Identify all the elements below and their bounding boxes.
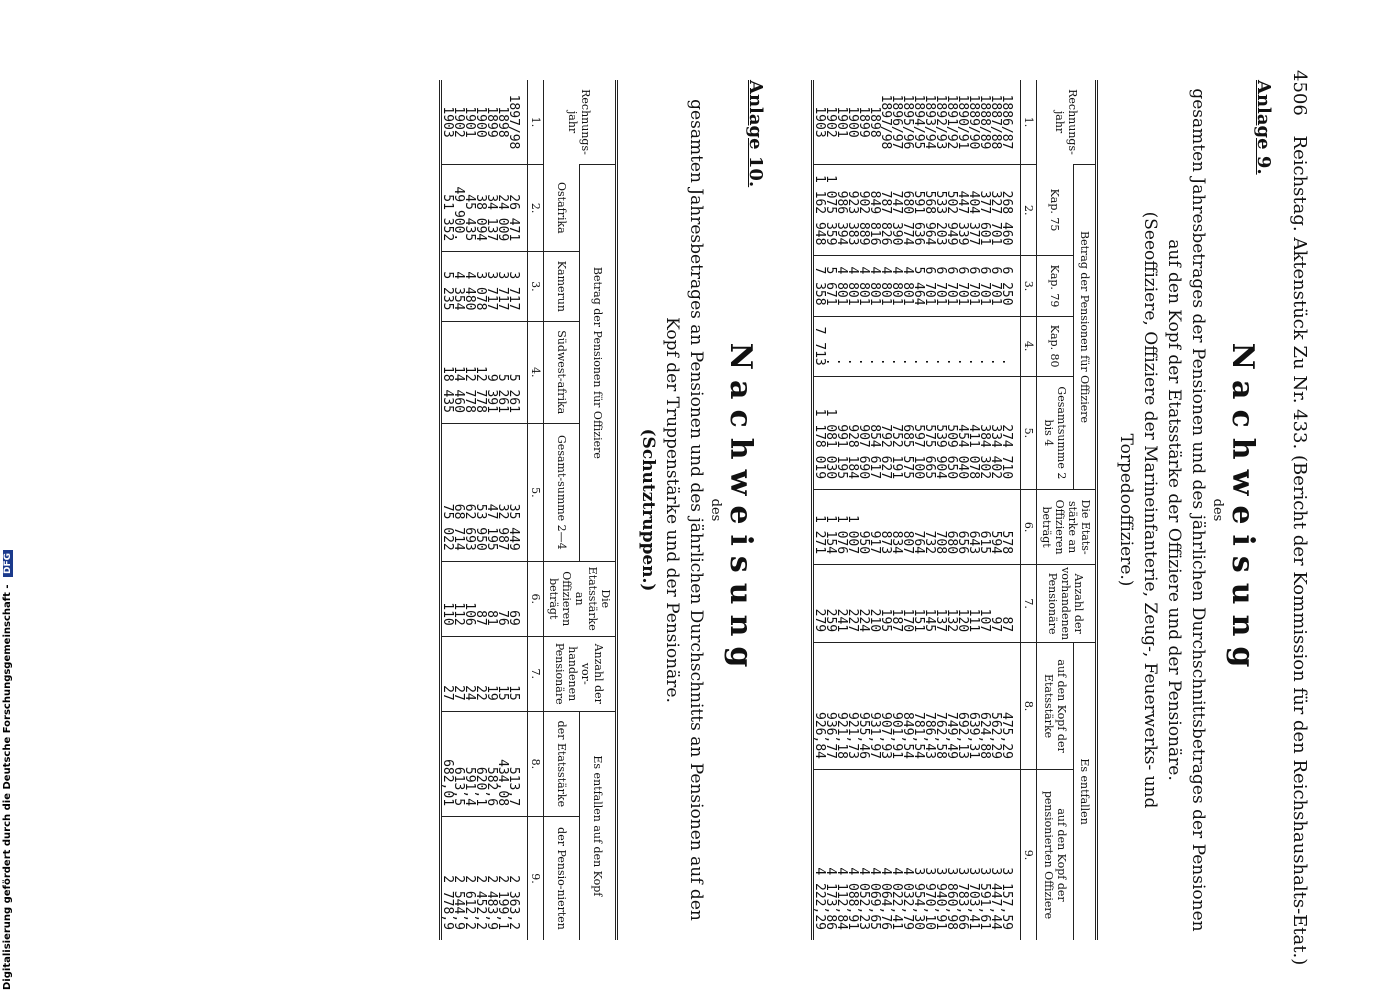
- value-cell: 4 112,84: [836, 770, 847, 941]
- value-cell: 24 009: [497, 165, 508, 252]
- year-cell: 1901: [834, 106, 849, 138]
- value-cell: 752 191: [891, 376, 902, 489]
- value-cell: 568 964: [924, 165, 935, 256]
- column-numbers-row: [1021, 80, 1037, 940]
- value-cell: 411 078: [968, 376, 979, 489]
- value-cell: 12 778: [464, 321, 475, 423]
- value-cell: 936,77: [825, 643, 836, 770]
- value-cell: 6 701: [957, 256, 968, 316]
- year-cell: 1899: [856, 106, 871, 138]
- value-cell: 18 435: [441, 321, 454, 423]
- column-number: 6.: [528, 561, 544, 636]
- value-cell: 4 222,29: [813, 770, 826, 941]
- value-cell: .: [924, 316, 935, 376]
- value-cell: 1 271: [813, 490, 826, 565]
- value-cell: 87: [1001, 565, 1021, 643]
- value-cell: 907 690: [858, 376, 869, 489]
- year-cell: 1896/97: [889, 94, 904, 150]
- column-number: 4.: [528, 321, 544, 423]
- value-cell: 6 250: [1001, 256, 1021, 316]
- value-cell: 3 717: [486, 252, 497, 321]
- year-cell: 1901: [462, 106, 477, 138]
- value-cell: 3 078: [475, 252, 486, 321]
- value-cell: .: [891, 316, 902, 376]
- value-cell: 591 636: [913, 165, 924, 256]
- value-cell: .: [968, 316, 979, 376]
- value-cell: 749,49: [946, 643, 957, 770]
- value-cell: 807: [902, 490, 913, 565]
- value-cell: .: [957, 316, 968, 376]
- year-cell: 1888/89: [977, 94, 992, 150]
- col-gesamt: Gesamtsumme 2 bis 4: [1037, 376, 1074, 489]
- value-cell: 921,18: [836, 643, 847, 770]
- value-cell: 51 352: [441, 165, 454, 252]
- anlage-9-table: [811, 80, 1098, 940]
- value-cell: 170: [902, 565, 913, 643]
- value-cell: 14 460: [453, 321, 464, 423]
- col-kap79: Kap. 79: [1037, 256, 1074, 316]
- column-number: 8.: [528, 711, 544, 816]
- value-cell: .: [990, 316, 1001, 376]
- value-cell: 210: [869, 565, 880, 643]
- value-cell: 27: [441, 636, 454, 711]
- value-cell: 615: [979, 490, 990, 565]
- column-number: 6.: [1021, 490, 1037, 565]
- value-cell: 1 154: [825, 490, 836, 565]
- value-cell: 2 363,2: [508, 817, 528, 940]
- value-cell: 454 040: [957, 376, 968, 489]
- year-cell: 1895/96: [900, 94, 915, 150]
- value-cell: 3 717: [508, 252, 528, 321]
- value-cell: 643: [968, 490, 979, 565]
- anlage-10-title: Nachweisung: [723, 342, 758, 678]
- value-cell: .: [880, 316, 891, 376]
- value-cell: 4 801: [847, 256, 858, 316]
- year-cell: 1887/88: [988, 94, 1003, 150]
- year-cell: 1902: [823, 106, 838, 138]
- value-cell: 781,54: [913, 643, 924, 770]
- value-cell: 786,43: [924, 643, 935, 770]
- col-kap80: Kap. 80: [1037, 316, 1074, 376]
- value-cell: 834: [891, 490, 902, 565]
- value-cell: 680: [946, 490, 957, 565]
- year-cell: 1903: [812, 106, 827, 138]
- value-cell: 533 203: [935, 165, 946, 256]
- anlage-9-label: Anlage 9.: [1253, 80, 1274, 175]
- value-cell: 81: [486, 561, 497, 636]
- value-cell: 3 591,61: [979, 770, 990, 941]
- value-cell: 747 390: [891, 165, 902, 256]
- value-cell: 4 022,41: [891, 770, 902, 941]
- value-cell: 69: [508, 561, 528, 636]
- value-cell: 151: [913, 565, 924, 643]
- col-jahr: Rechnungs-jahr: [1037, 80, 1097, 165]
- value-cell: 241: [836, 565, 847, 643]
- value-cell: 6 701: [968, 256, 979, 316]
- value-cell: 682,01: [441, 711, 454, 816]
- value-cell: 38 094: [475, 165, 486, 252]
- value-cell: 991 195: [836, 376, 847, 489]
- value-cell: 692,13: [957, 643, 968, 770]
- value-cell: 4 088,91: [847, 770, 858, 941]
- value-cell: 2 199,1: [497, 817, 508, 940]
- value-cell: 45 435: [464, 165, 475, 252]
- value-cell: 195: [880, 565, 891, 643]
- value-cell: 613,5: [453, 711, 464, 816]
- dfg-logo: DFG: [3, 550, 13, 577]
- value-cell: 76: [497, 561, 508, 636]
- value-cell: 582,6: [486, 711, 497, 816]
- value-cell: 434,08: [497, 711, 508, 816]
- col-kopf-pens: der Pensio-nierten: [544, 817, 580, 940]
- value-cell: 854 617: [869, 376, 880, 489]
- value-cell: 62 693: [464, 423, 475, 561]
- anlage-9-subtitle-4: Torpedooffiziere.): [1116, 433, 1136, 587]
- col-kap75: Kap. 75: [1048, 188, 1062, 232]
- year-cell: 1899: [484, 106, 499, 138]
- value-cell: 680 774: [902, 165, 913, 256]
- value-cell: 49 900.: [453, 165, 464, 252]
- value-cell: 3 717: [497, 252, 508, 321]
- year-cell: 1893/94: [922, 94, 937, 150]
- column-number: 2.: [528, 165, 544, 252]
- value-cell: 120: [957, 565, 968, 643]
- year-cell: 1890/91: [955, 94, 970, 150]
- value-cell: 4 801: [869, 256, 880, 316]
- column-number: 7.: [1021, 565, 1037, 643]
- col-kopf-etat: der Etatsstärke: [544, 711, 580, 816]
- value-cell: 34 137: [486, 165, 497, 252]
- running-title: Reichstag. Aktenstück Zu Nr. 433. (Bericht der Kommission für den Reichshaushalts-Etat.): [1289, 135, 1310, 966]
- value-cell: 926,84: [813, 643, 826, 770]
- anlage-10-subtitle-3: (Schutztruppen.): [638, 428, 658, 592]
- anlage-9-des: des: [1210, 498, 1225, 522]
- value-cell: .: [847, 316, 858, 376]
- value-cell: 1 075 359: [825, 165, 836, 256]
- col-kopf-pens: auf den Kopf der pensionierten Offiziere: [1037, 770, 1074, 941]
- value-cell: 3 970,10: [924, 770, 935, 941]
- value-cell: 928 184: [847, 376, 858, 489]
- value-cell: 4 069,65: [869, 770, 880, 941]
- value-cell: 279: [813, 565, 826, 643]
- year-cell: 1894/95: [911, 94, 926, 150]
- value-cell: 6 701: [924, 256, 935, 316]
- col-suedwest: Südwest-afrika: [544, 321, 580, 423]
- col-anzahl: Anzahl der vorhandenen Pensionäre: [1037, 565, 1097, 643]
- value-cell: 849,54: [902, 643, 913, 770]
- value-cell: 53 950: [475, 423, 486, 561]
- year-cell: 1900: [845, 106, 860, 138]
- value-cell: 597 100: [913, 376, 924, 489]
- value-cell: 3 703,41: [968, 770, 979, 941]
- value-cell: 87: [475, 561, 486, 636]
- value-cell: 111: [968, 565, 979, 643]
- year-cell: 1900: [473, 106, 488, 138]
- value-cell: 907,93: [880, 643, 891, 770]
- value-cell: 1 081 030: [825, 376, 836, 489]
- value-cell: 107: [979, 565, 990, 643]
- value-cell: 19: [486, 636, 497, 711]
- value-cell: 3 157,59: [1001, 770, 1021, 941]
- column-number: 8.: [1021, 643, 1037, 770]
- value-cell: 447 339: [957, 165, 968, 256]
- value-cell: 187: [891, 565, 902, 643]
- table-row: [441, 80, 454, 940]
- value-cell: 4 173,86: [825, 770, 836, 941]
- value-cell: .: [902, 316, 913, 376]
- anlage-10-label: Anlage 10.: [745, 80, 766, 188]
- anlage-9-subtitle-3: (Seeoffiziere, Offiziere der Marineinfanterie, Zeug-, Feuerwerks- und: [1140, 211, 1160, 809]
- table-row: [508, 80, 528, 940]
- value-cell: 6 701: [990, 256, 1001, 316]
- col-group-betrag: Betrag der Pensionen für Offiziere: [579, 165, 616, 562]
- anlage-10-table: [439, 80, 618, 940]
- col-kopf-etat: auf den Kopf der Etatsstärke: [1037, 643, 1074, 770]
- value-cell: 32 987: [497, 423, 508, 561]
- year-cell: 1898: [495, 106, 510, 138]
- value-cell: 224: [858, 565, 869, 643]
- value-cell: 9 391: [486, 321, 497, 423]
- column-number: 9.: [528, 817, 544, 940]
- value-cell: 334 402: [990, 376, 1001, 489]
- value-cell: 475,29: [1001, 643, 1021, 770]
- column-number: 3.: [1021, 256, 1037, 316]
- year-cell: 1903: [440, 106, 455, 138]
- value-cell: 4 480: [464, 252, 475, 321]
- anlage-9-subtitle-2: auf den Kopf der Etatsstärke der Offiziere und der Pensionäre.: [1164, 239, 1184, 781]
- value-cell: 5 261: [508, 321, 528, 423]
- page-number: 4506: [1289, 70, 1310, 116]
- year-cell: 1902: [451, 106, 466, 138]
- value-cell: 901,91: [891, 643, 902, 770]
- value-cell: 7 713: [813, 316, 826, 376]
- column-number: 9.: [1021, 770, 1037, 941]
- col-group-betrag: Betrag der Pensionen für Offiziere: [1073, 165, 1096, 490]
- value-cell: 3 860,98: [946, 770, 957, 941]
- value-cell: .: [979, 316, 990, 376]
- value-cell: 708: [935, 490, 946, 565]
- value-cell: 2 483,9: [486, 817, 497, 940]
- value-cell: 3 447,44: [990, 770, 1001, 941]
- value-cell: 513,7: [508, 711, 528, 816]
- value-cell: 4 064,76: [880, 770, 891, 941]
- value-cell: 6 701: [935, 256, 946, 316]
- value-cell: 5 671: [825, 256, 836, 316]
- value-cell: 47 195: [486, 423, 497, 561]
- value-cell: 921,73: [847, 643, 858, 770]
- column-number: 7.: [528, 636, 544, 711]
- table-row: [813, 80, 826, 940]
- value-cell: 110: [441, 561, 454, 636]
- value-cell: 132: [946, 565, 957, 643]
- value-cell: .: [858, 316, 869, 376]
- value-cell: 2 778,9: [441, 817, 454, 940]
- value-cell: 24: [464, 636, 475, 711]
- value-cell: 137: [935, 565, 946, 643]
- value-cell: 1 178 019: [813, 376, 826, 489]
- value-cell: 384 302: [979, 376, 990, 489]
- value-cell: 685 575: [902, 376, 913, 489]
- value-cell: 259: [825, 565, 836, 643]
- value-cell: .: [935, 316, 946, 376]
- anlage-9-title: Nachweisung: [1225, 342, 1260, 678]
- value-cell: 787 826: [880, 165, 891, 256]
- value-cell: 3 954,30: [913, 770, 924, 941]
- value-cell: 5 235: [441, 252, 454, 321]
- column-numbers-row: [528, 80, 544, 940]
- value-cell: 97: [990, 565, 1001, 643]
- year-cell: 1898: [867, 106, 882, 138]
- value-cell: 639,31: [968, 643, 979, 770]
- value-cell: 950: [858, 490, 869, 565]
- value-cell: 268 460: [1001, 165, 1021, 256]
- value-cell: 792 627: [880, 376, 891, 489]
- anlage-10-body: [441, 80, 528, 940]
- value-cell: 327 701: [990, 165, 1001, 256]
- value-cell: 2 612,2: [464, 817, 475, 940]
- value-cell: 15: [508, 636, 528, 711]
- anlage-10-des: des: [708, 498, 723, 522]
- anlage-9-subtitle-1: gesamten Jahresbetrages der Pensionen und des jährlichen Durchschnittsbetrages der Pensionen: [1188, 88, 1208, 932]
- value-cell: 624,88: [979, 643, 990, 770]
- value-cell: 620,1: [475, 711, 486, 816]
- year-cell: 1891/92: [944, 94, 959, 150]
- value-cell: 764: [913, 490, 924, 565]
- value-cell: 75 022: [441, 423, 454, 561]
- value-cell: 873: [880, 490, 891, 565]
- value-cell: 22: [475, 636, 486, 711]
- value-cell: 4 801: [880, 256, 891, 316]
- anlage-10-subtitle-2: Kopf der Truppenstärke und der Pensionäre.: [662, 317, 682, 703]
- col-kamerun: Kamerun: [544, 252, 580, 321]
- value-cell: 955,46: [858, 643, 869, 770]
- value-cell: 4 801: [902, 256, 913, 316]
- value-cell: .: [1001, 316, 1021, 376]
- column-number: 2.: [1021, 165, 1037, 256]
- value-cell: 15: [497, 636, 508, 711]
- value-cell: 4 801: [858, 256, 869, 316]
- col-gesamt: Gesamt-summe 2—4: [544, 423, 580, 561]
- running-header: [1289, 70, 1310, 970]
- value-cell: 986 394: [836, 165, 847, 256]
- col-ostafrika: Ostafrika: [554, 182, 568, 234]
- value-cell: 6 701: [979, 256, 990, 316]
- value-cell: 227: [847, 565, 858, 643]
- col-etat: Die Etatsstärke an Offizieren beträgt: [544, 561, 617, 636]
- value-cell: 4 032,79: [902, 770, 913, 941]
- value-cell: 732: [924, 490, 935, 565]
- value-cell: .: [825, 316, 836, 376]
- value-cell: 7 358: [813, 256, 826, 316]
- value-cell: 931,97: [869, 643, 880, 770]
- value-cell: 575 665: [924, 376, 935, 489]
- table-row: [1001, 80, 1021, 940]
- value-cell: 539 904: [935, 376, 946, 489]
- value-cell: 2 452,2: [475, 817, 486, 940]
- col-jahr: Rechnungs-jahr: [544, 80, 617, 165]
- value-cell: 594: [990, 490, 1001, 565]
- year-cell: 1897/98: [506, 94, 521, 150]
- anlage-9-body: [813, 80, 1021, 940]
- column-number: 4.: [1021, 316, 1037, 376]
- value-cell: 4 354: [453, 252, 464, 321]
- column-number: 3.: [528, 252, 544, 321]
- value-cell: 923 383: [847, 165, 858, 256]
- value-cell: 404 377: [968, 165, 979, 256]
- year-cell: 1897/98: [878, 94, 893, 150]
- value-cell: 849 816: [869, 165, 880, 256]
- value-cell: 274 710: [1001, 376, 1021, 489]
- year-cell: 1886/87: [999, 94, 1014, 150]
- value-cell: 4 801: [836, 256, 847, 316]
- year-cell: 1892/93: [933, 94, 948, 150]
- value-cell: 562,29: [990, 643, 1001, 770]
- credit-text: Digitalisierung gefördert durch die Deutsche Forschungsgemeinschaft -: [2, 584, 13, 990]
- anlage-10-heading: [636, 60, 758, 960]
- value-cell: 4 052,23: [858, 770, 869, 941]
- column-number: 5.: [1021, 376, 1037, 489]
- value-cell: 902 889: [858, 165, 869, 256]
- year-cell: 1889/90: [966, 94, 981, 150]
- anlage-10-subtitle-1: gesamten Jahresbetrages an Pensionen und des jährlichen Durchschnitts an Pensionen auf den: [686, 99, 706, 921]
- col-group-entfallen: Es entfallen auf den Kopf: [579, 711, 616, 940]
- value-cell: 3 940,91: [935, 770, 946, 941]
- value-cell: 68 714: [453, 423, 464, 561]
- value-cell: 5 464: [913, 256, 924, 316]
- value-cell: 1 007: [847, 490, 858, 565]
- value-cell: 578: [1001, 490, 1021, 565]
- value-cell: 377 601: [979, 165, 990, 256]
- column-number: 5.: [528, 423, 544, 561]
- value-cell: 5 261: [497, 321, 508, 423]
- value-cell: .: [836, 316, 847, 376]
- col-anzahl: Anzahl der vor-handenen Pensionäre: [544, 636, 617, 711]
- column-number: 1.: [528, 80, 544, 165]
- col-group-entfallen: Es entfallen: [1073, 643, 1096, 940]
- value-cell: 26 471: [508, 165, 528, 252]
- value-cell: 27: [453, 636, 464, 711]
- value-cell: 106: [464, 561, 475, 636]
- value-cell: 762,58: [935, 643, 946, 770]
- value-cell: 145: [924, 565, 935, 643]
- value-cell: 2 544,9: [453, 817, 464, 940]
- value-cell: 6 701: [946, 256, 957, 316]
- col-etat: Die Etats-stärke an Offizieren beträgt: [1037, 490, 1097, 565]
- value-cell: .: [869, 316, 880, 376]
- value-cell: .: [946, 316, 957, 376]
- value-cell: 656: [957, 490, 968, 565]
- anlage-9-heading: [1114, 60, 1260, 960]
- value-cell: 509 650: [946, 376, 957, 489]
- value-cell: 12 778: [475, 321, 486, 423]
- value-cell: 3 783,66: [957, 770, 968, 941]
- value-cell: 112: [453, 561, 464, 636]
- value-cell: 1 162 948: [813, 165, 826, 256]
- value-cell: 917: [869, 490, 880, 565]
- value-cell: 1 076: [836, 490, 847, 565]
- value-cell: 4 801: [891, 256, 902, 316]
- value-cell: 502 949: [946, 165, 957, 256]
- value-cell: 35 449: [508, 423, 528, 561]
- column-number: 1.: [1021, 80, 1037, 165]
- value-cell: 591,4: [464, 711, 475, 816]
- value-cell: .: [913, 316, 924, 376]
